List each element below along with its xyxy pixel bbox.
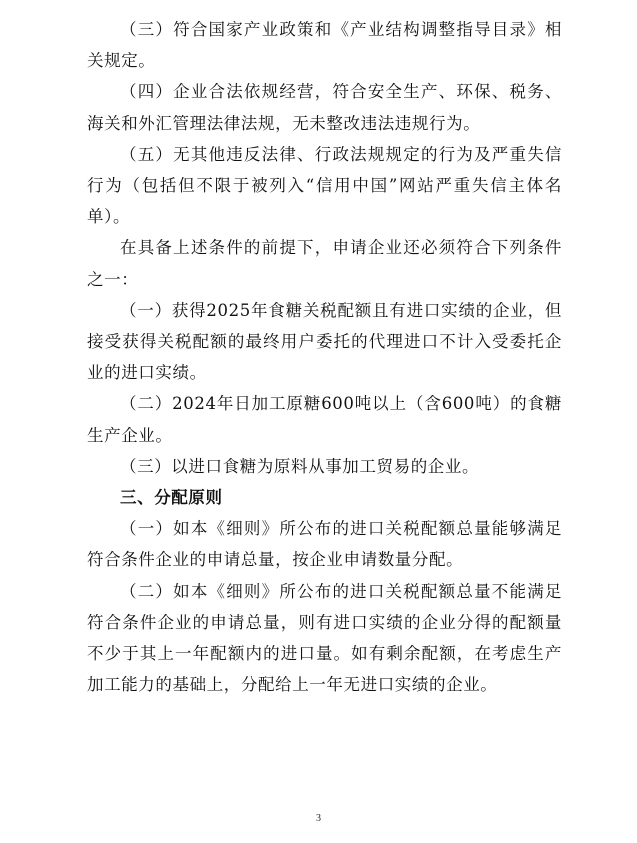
page-number: 3	[316, 813, 321, 824]
paragraph-additional-condition-3: （三）以进口食糖为原料从事加工贸易的企业。	[120, 456, 480, 476]
paragraph-condition-4: （四）企业合法依规经营，符合安全生产、环保、税务、海关和外汇管理法律法规，无未整改违法违规行为。	[87, 82, 562, 133]
paragraph-condition-5: （五）无其他违反法律、行政法规规定的行为及严重失信行为（包括但不限于被列入“信用中国”网站严重失信主体名单）。	[87, 144, 562, 227]
paragraph-additional-condition-2: （二）2024年日加工原糖600吨以上（含600吨）的食糖生产企业。	[87, 394, 562, 445]
paragraph-condition-3: （三）符合国家产业政策和《产业结构调整指导目录》相关规定。	[87, 20, 562, 71]
paragraph-additional-condition-1: （一）获得2025年食糖关税配额且有进口实绩的企业，但接受获得关税配额的最终用户委托的代理进口不计入受委托企业的进口实绩。	[87, 300, 562, 383]
document-body	[87, 14, 562, 700]
paragraph-allocation-principle-1: （一）如本《细则》所公布的进口关税配额总量能够满足符合条件企业的申请总量，按企业申请数量分配。	[87, 519, 562, 570]
paragraph-additional-conditions-intro: 在具备上述条件的前提下，申请企业还必须符合下列条件之一：	[87, 238, 562, 289]
section-heading-allocation-principles: 三、分配原则	[120, 488, 223, 508]
paragraph-allocation-principle-2: （二）如本《细则》所公布的进口关税配额总量不能满足符合条件企业的申请总量，则有进口实绩的企业分得的配额量不少于其上一年配额内的进口量。如有剩余配额，在考虑生产加工能力的基础上，分配给上一年无进口实绩的企业。	[87, 581, 562, 695]
